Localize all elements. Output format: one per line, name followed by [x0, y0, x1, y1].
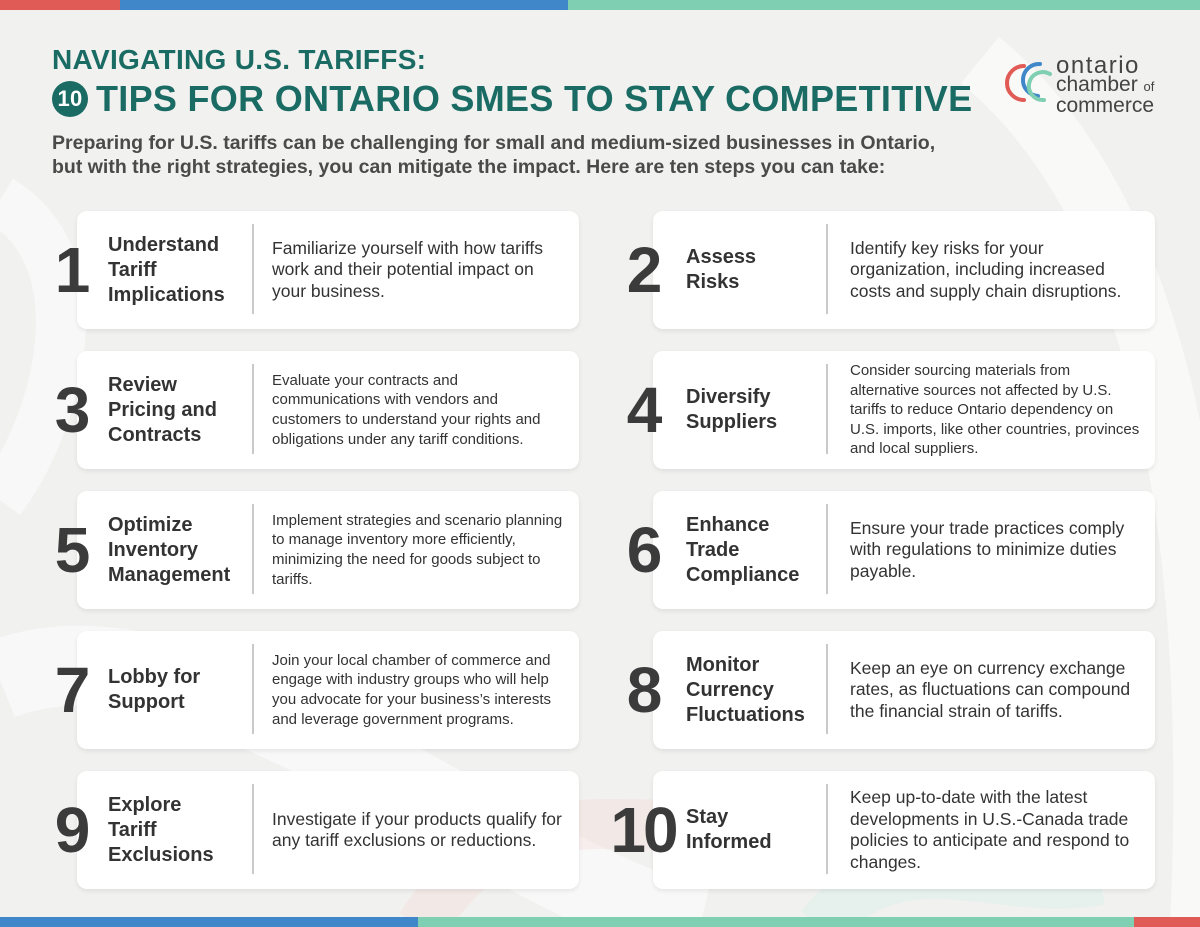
tip-number: 4 — [626, 374, 660, 446]
chamber-logo-icon — [992, 56, 1054, 110]
logo-word-commerce: commerce — [1056, 94, 1155, 117]
tip-title-line: Stay — [686, 806, 729, 828]
logo-word-chamber: chamber — [1056, 73, 1138, 96]
tip-description: Familiarize yourself with how tariffs work and their potential impact on your business. — [272, 237, 544, 301]
tip-title-line: Trade — [686, 538, 740, 561]
tip-number: 5 — [54, 514, 88, 586]
tip-description: Identify key risks for your organization, including increased costs and supply chain disruptions. — [850, 237, 1122, 301]
tip-number: 1 — [54, 234, 88, 306]
tip-title-line: Inventory — [108, 538, 199, 561]
tip-title — [686, 491, 799, 609]
tip-number: 6 — [626, 514, 660, 586]
logo-wordmark — [1056, 52, 1155, 117]
tip-divider — [252, 644, 254, 734]
tip-title-line: Exclusions — [108, 843, 214, 866]
tip-title-line: Support — [108, 691, 185, 713]
tip-number: 10 — [610, 794, 676, 866]
tip-title-line: Pricing and — [108, 398, 217, 421]
tip-title-line: Enhance — [686, 513, 770, 536]
tip-description: Consider sourcing materials from alternative sources not affected by U.S. tariffs to reduce Ontario dependency on U.S. imports, like other countries, provinces and local suppliers. — [850, 362, 1140, 458]
tip-title-line: Suppliers — [686, 411, 778, 433]
logo-word-of: of — [1143, 79, 1155, 94]
tip-divider — [252, 784, 254, 874]
page-title-line1: NAVIGATING U.S. TARIFFS: — [52, 44, 427, 75]
intro-line: but with the right strategies, you can mitigate the impact. Here are ten steps you can take: — [52, 156, 886, 178]
tip-title — [108, 771, 214, 889]
tip-title — [686, 211, 756, 329]
tip-description: Keep an eye on currency exchange rates, as fluctuations can compound the financial strain of tariffs. — [850, 657, 1131, 721]
top-color-stripe — [0, 0, 1200, 10]
tip-title-line: Explore — [108, 793, 182, 816]
tip-title-line: Informed — [686, 831, 772, 853]
bottom-color-stripe — [0, 917, 1200, 927]
tip-divider — [252, 364, 254, 454]
tip-title-line: Assess — [686, 246, 757, 268]
tip-divider — [826, 644, 828, 734]
tip-title — [108, 491, 230, 609]
tip-description: Investigate if your products qualify for any tariff exclusions or reductions. — [272, 808, 562, 850]
tip-title-line: Implications — [108, 283, 225, 306]
tip-divider — [826, 364, 828, 454]
ontario-chamber-logo — [992, 54, 1162, 120]
tip-number: 7 — [54, 654, 88, 726]
tip-description: Implement strategies and scenario planning to manage inventory more efficiently, minimizing the need for goods subject to tariffs. — [272, 511, 563, 588]
page-title-line2 — [52, 78, 972, 120]
tip-title-line: Understand — [108, 233, 220, 256]
tip-description: Ensure your trade practices comply with regulations to minimize duties payable. — [850, 517, 1125, 581]
tip-title-line: Review — [108, 373, 177, 396]
tip-title-line: Tariff — [108, 258, 157, 281]
tip-divider — [826, 784, 828, 874]
tip-number: 9 — [54, 794, 88, 866]
tip-title — [686, 771, 772, 889]
tip-description: Join your local chamber of commerce and engage with industry groups who will help you advocate for your business’s interests and leverage government programs. — [272, 651, 552, 728]
tip-description: Evaluate your contracts and communications with vendors and customers to understand your rights and obligations under any tariff conditions. — [272, 371, 541, 448]
tip-title — [686, 631, 805, 749]
page-title-text: TIPS FOR ONTARIO SMES TO STAY COMPETITIVE — [96, 78, 973, 119]
tip-number: 3 — [54, 374, 88, 446]
tip-number: 2 — [626, 234, 660, 306]
tip-title-line: Fluctuations — [686, 703, 805, 726]
tip-title-line: Diversify — [686, 386, 771, 408]
tip-divider — [252, 504, 254, 594]
tip-title — [108, 351, 217, 469]
tip-title-line: Optimize — [108, 513, 193, 536]
tip-title-line: Management — [108, 563, 231, 586]
intro-line: Preparing for U.S. tariffs can be challenging for small and medium-sized businesses in Ontario, — [52, 132, 936, 154]
tip-number: 8 — [626, 654, 660, 726]
tip-title-line: Tariff — [108, 818, 157, 841]
logo-word-ontario: ontario — [1056, 52, 1140, 79]
intro-paragraph — [52, 131, 952, 179]
tip-title — [108, 211, 225, 329]
tip-divider — [826, 504, 828, 594]
tip-title-line: Risks — [686, 271, 740, 293]
tip-title — [108, 631, 200, 749]
tip-divider — [252, 224, 254, 314]
tip-title-line: Lobby for — [108, 666, 201, 688]
tip-title-line: Compliance — [686, 563, 800, 586]
tip-title — [686, 351, 777, 469]
tip-title-line: Contracts — [108, 423, 202, 446]
ten-badge: 10 — [52, 81, 88, 117]
tip-description: Keep up-to-date with the latest developments in U.S.-Canada trade policies to anticipate and respond to changes. — [850, 787, 1130, 872]
tip-title-line: Monitor — [686, 653, 760, 676]
tip-title-line: Currency — [686, 678, 774, 701]
tip-divider — [826, 224, 828, 314]
